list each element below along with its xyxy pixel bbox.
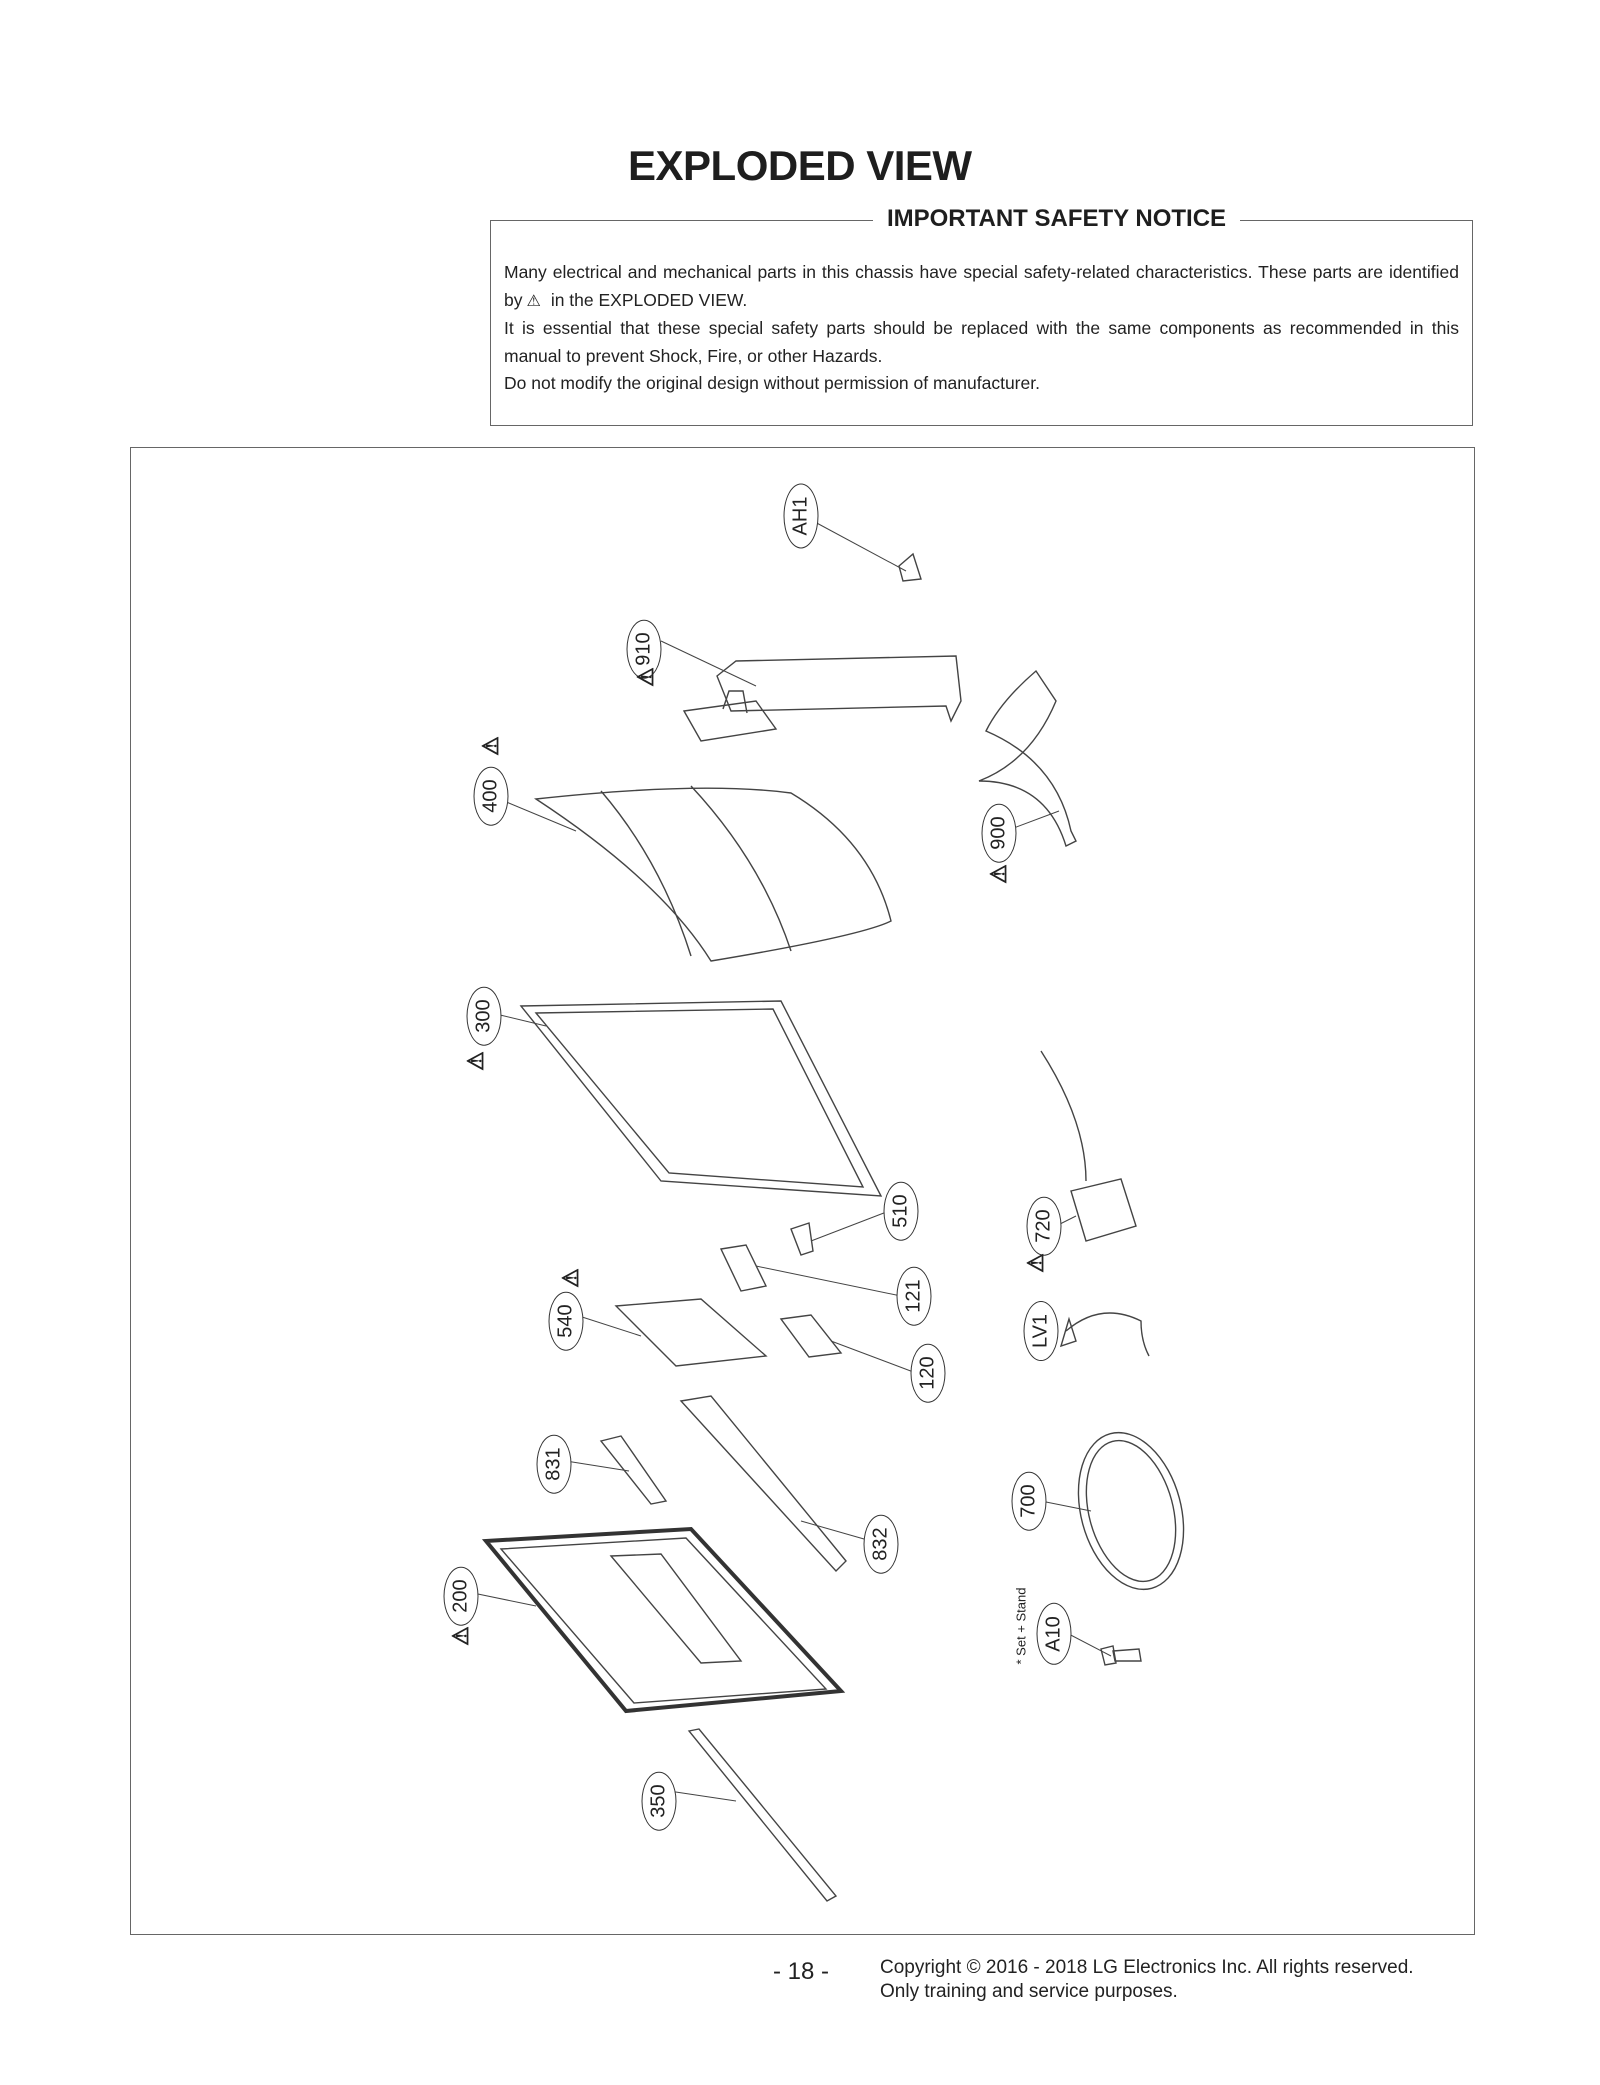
- part-label-831: 831: [537, 1434, 572, 1493]
- exploded-view-diagram: [130, 447, 1475, 1935]
- purpose-text: Only training and service purposes.: [880, 1981, 1178, 2002]
- warning-triangle-icon: ⚠: [1023, 1253, 1048, 1273]
- part-label-200: 200: [444, 1566, 479, 1625]
- copyright-text: Copyright © 2016 - 2018 LG Electronics Inc. All rights reserved.: [880, 1957, 1414, 1978]
- warning-triangle-icon: ⚠: [448, 1626, 473, 1646]
- notice-text-1b: in the EXPLODED VIEW.: [550, 289, 748, 310]
- notice-text-1a: Many electrical and mechanical parts in this chassis have special safety-related characteristics. These parts are identified by: [504, 262, 1459, 310]
- notice-text-3: Do not modify the original design without permission of manufacturer.: [504, 373, 1040, 393]
- part-label-350: 350: [642, 1771, 677, 1830]
- part-label-120: 120: [911, 1343, 946, 1402]
- set-stand-note: * Set + Stand: [1013, 1587, 1029, 1665]
- part-label-720: 720: [1027, 1196, 1062, 1255]
- notice-text-2: It is essential that these special safety parts should be replaced with the same components as recommended in this manual to prevent Shock, Fire, or other Hazards.: [504, 318, 1459, 366]
- warning-triangle-icon: ⚠: [633, 667, 658, 687]
- part-label-300: 300: [467, 986, 502, 1045]
- warning-triangle-icon: ⚠: [463, 1051, 488, 1071]
- parts-drawing: [1, 1, 1600, 2085]
- part-label-900: 900: [982, 803, 1017, 862]
- part-label-AH1: AH1: [784, 484, 819, 549]
- warning-triangle-icon: ⚠: [986, 864, 1011, 884]
- part-label-510: 510: [884, 1181, 919, 1240]
- warning-triangle-icon: ⚠: [478, 736, 503, 756]
- part-label-540: 540: [549, 1291, 584, 1350]
- page-title: EXPLODED VIEW: [628, 142, 972, 189]
- safety-notice-heading: IMPORTANT SAFETY NOTICE: [873, 205, 1240, 232]
- warning-triangle-icon: ⚠: [558, 1268, 583, 1288]
- part-label-A10: A10: [1037, 1603, 1072, 1665]
- part-label-832: 832: [864, 1514, 899, 1573]
- part-label-700: 700: [1012, 1471, 1047, 1530]
- part-label-LV1: LV1: [1024, 1301, 1059, 1361]
- part-label-121: 121: [897, 1266, 932, 1325]
- part-label-910: 910: [627, 619, 662, 678]
- part-label-400: 400: [474, 766, 509, 825]
- footer-copyright: [880, 1956, 1414, 2004]
- page-number: - 18 -: [773, 1958, 830, 1985]
- warning-triangle-icon: ⚠: [526, 292, 541, 310]
